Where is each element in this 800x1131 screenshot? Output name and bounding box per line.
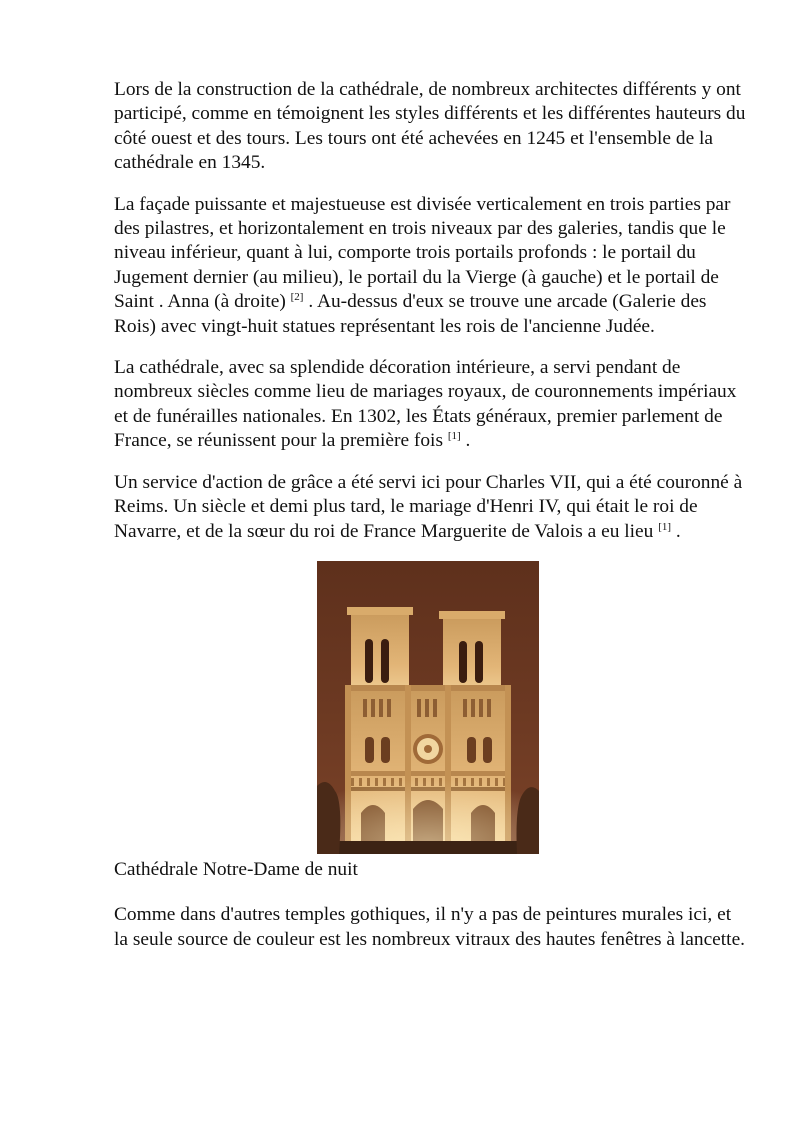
document-page: [114, 78, 746, 969]
paragraph-text: La façade puissante et majestueuse est divisée verticalement en trois parties par des pilastres, et horizontalement en trois niveaux par des galeries, tandis que le niveau inférieur, quant à lui, comporte trois portails profonds : le portail du Jugement dernier (au milieu), le portail du la Vierge (à gauche) et le portail de Saint . Anna (à droite): [114, 193, 731, 313]
paragraph-text: .: [671, 520, 681, 542]
paragraph-stained-glass: [114, 903, 746, 952]
paragraph-history: [114, 356, 746, 454]
footnote-ref[interactable]: [1]: [447, 430, 461, 443]
paragraph-text: . Au-dessus d'eux se trouve une arcade (Galerie des Rois) avec vingt-huit statues représentant les rois de l'ancienne Judée.: [114, 291, 707, 337]
paragraph-text: .: [460, 430, 471, 452]
paragraph-text: Comme dans d'autres temples gothiques, il n'y a pas de peintures murales ici, et la seule source de couleur est les nombreux vitraux des hautes fenêtres à lancette.: [114, 904, 746, 950]
paragraph-text: La cathédrale, avec sa splendide décoration intérieure, a servi pendant de nombreux siècles comme lieu de mariages royaux, de couronnements impériaux et de funérailles nationales. En 1302, les États généraux, premier parlement de France, se réunissent pour la première fois: [114, 357, 737, 452]
footnote-ref[interactable]: [2]: [290, 291, 304, 304]
paragraph-ceremonies: [114, 471, 746, 544]
footnote-ref[interactable]: [1]: [658, 520, 672, 533]
cathedral-night-photo: [317, 561, 539, 854]
paragraph-facade: [114, 193, 746, 339]
figure: [114, 561, 746, 882]
paragraph-text: Un service d'action de grâce a été servi ici pour Charles VII, qui a été couronné à Reims. Un siècle et demi plus tard, le mariage d'Henri IV, qui était le roi de Navarre, et de la sœur du roi de France Marguerite de Valois a eu lieu: [114, 471, 743, 542]
paragraph-construction: [114, 78, 746, 176]
paragraph-text: Lors de la construction de la cathédrale, de nombreux architectes différents y ont participé, comme en témoignent les styles différents et les différentes hauteurs du côté ouest et des tours. Les tours ont été achevées en 1245 et l'ensemble de la cathédrale en 1345.: [114, 79, 746, 174]
figure-caption: Cathédrale Notre-Dame de nuit: [114, 858, 358, 880]
